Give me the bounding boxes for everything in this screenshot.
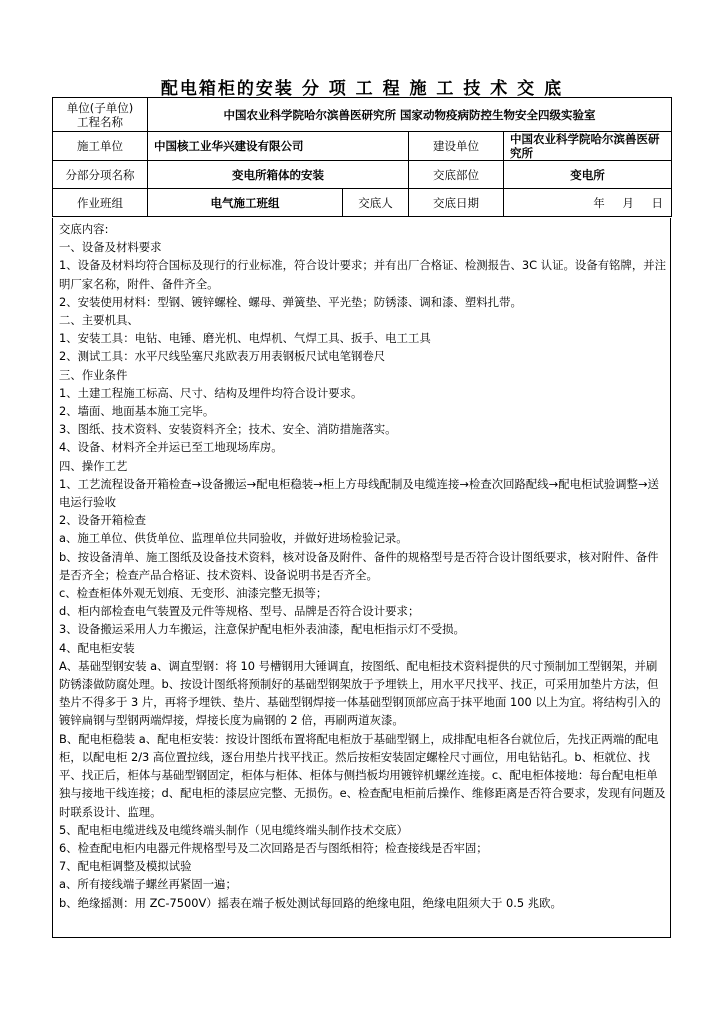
handover-content-box [52, 218, 671, 938]
content-line: a、施工单位、供货单位、监理单位共同验收，并做好进场检验记录。 [59, 531, 408, 546]
content-line: 3、图纸、技术资料、安装资料齐全；技术、安全、消防措施落实。 [59, 422, 397, 437]
content-line: A、基础型钢安装 a、调直型钢：将 10 号槽钢用大锤调直，按图纸、配电柜技术资料提供的尺寸预制加工型钢架，并刷防锈漆做防腐处理。b、按设计图纸将预制好的基础型钢架放于予埋铁上，用水平尺找平、找正，可采用加垫片方法，但垫片不得多于 3 片，再将予埋铁、垫片、基础型钢焊接一体基础型钢顶部应高于抹平地面 100 以上为宜。将结构引入的镀锌扁钢与型钢两端焊接，焊接长度为扁钢的 2 倍，再刷两道灰漆。 [59, 658, 661, 728]
content-line: 1、安装工具：电钻、电锤、磨光机、电焊机、气焊工具、扳手、电工工具 [59, 331, 431, 346]
content-line: 二、主要机具、 [59, 313, 139, 328]
unit-label-line2: 工程名称 [77, 114, 123, 129]
unit-label [53, 98, 148, 132]
build-unit-label: 建设单位 [409, 132, 504, 161]
handover-location-label: 交底部位 [409, 161, 504, 189]
content-line: 7、配电柜调整及模拟试验 [59, 859, 192, 874]
handover-date-value: 年 月 日 [504, 189, 672, 217]
construction-unit-label: 施工单位 [53, 132, 148, 161]
content-line: b、按设备清单、施工图纸及设备技术资料，核对设备及附件、备件的规格型号是否符合设计图纸要求，核对附件、备件是否齐全；检查产品合格证、技术资料、设备说明书是否齐全。 [59, 549, 659, 582]
team-value: 电气施工班组 [148, 189, 343, 217]
content-line: c、检查柜体外观无划痕、无变形、油漆完整无损等； [59, 586, 328, 601]
construction-unit-value: 中国核工业华兴建设有限公司 [148, 132, 409, 161]
content-line: 四、操作工艺 [59, 458, 128, 473]
document-title: 配电箱柜的安装 分 项 工 程 施 工 技 术 交 底 [160, 79, 564, 99]
build-unit-value: 中国农业科学院哈尔滨兽医研究所 [504, 132, 672, 161]
unit-value: 中国农业科学院哈尔滨兽医研究所 国家动物疫病防控生物安全四级实验室 [148, 98, 672, 132]
content-line: 6、检查配电柜内电器元件规格型号及二次回路是否与图纸相符；检查接线是否牢固； [59, 840, 488, 855]
content-line: 2、测试工具：水平尺线坠塞尺兆欧表万用表钢板尺试电笔钢卷尺 [59, 349, 386, 364]
content-line: 三、作业条件 [59, 367, 128, 382]
handover-content [59, 220, 667, 912]
subproject-value: 变电所箱体的安装 [148, 161, 409, 189]
header-table [52, 97, 672, 217]
content-line: 4、设备、材料齐全并运已至工地现场库房。 [59, 440, 283, 455]
subproject-label: 分部分项名称 [53, 161, 148, 189]
content-line: 一、设备及材料要求 [59, 240, 162, 255]
content-line: 交底内容: [59, 222, 109, 236]
team-label: 作业班组 [53, 189, 148, 217]
content-line: 1、土建工程施工标高、尺寸、结构及埋件均符合设计要求。 [59, 385, 363, 400]
content-line: 5、配电柜电缆进线及电缆终端头制作（见电缆终端头制作技术交底） [59, 822, 408, 837]
content-line: 2、墙面、地面基本施工完毕。 [59, 404, 215, 419]
content-line: 2、设备开箱检查 [59, 513, 146, 528]
content-line: a、所有接线端子螺丝再紧固一遍； [59, 877, 237, 892]
unit-label-line1: 单位(子单位) [66, 100, 134, 115]
handover-person-label: 交底人 [343, 189, 409, 217]
content-line: 3、设备搬运采用人力车搬运，注意保护配电柜外表油漆，配电柜指示灯不受损。 [59, 622, 465, 637]
content-line: d、柜内部检查电气装置及元件等规格、型号、品牌是否符合设计要求； [59, 604, 420, 619]
content-line: B、配电柜稳装 a、配电柜安装：按设计图纸布置将配电柜放于基础型钢上，成排配电柜各台就位后，先找正两端的配电柜，以配电柜 2/3 高位置拉线，逐台用垫片找平找正。然后按柜安装固定螺栓尺寸画位，用电钻钻孔。b、柜就位、找平、找正后，柜体与基础型钢固定，柜体与柜体、柜体与侧挡板均用镀锌机螺丝连接。c、配电柜体接地：每台配电柜单独与接地干线连接；d、配电柜的漆层应完整、无损伤。e、检查配电柜前后操作、维修距离是否符合要求，发现有问题及时联系设计、监理。 [59, 731, 666, 819]
content-line: 1、设备及材料均符合国标及现行的行业标准，符合设计要求；并有出厂合格证、检测报告、3C 认证。设备有铭牌，并注明厂家名称，附件、备件齐全。 [59, 258, 666, 291]
handover-date-label: 交底日期 [409, 189, 504, 217]
content-line: 2、安装使用材料：型钢、镀锌螺栓、螺母、弹簧垫、平光垫；防锈漆、调和漆、塑料扎带。 [59, 294, 522, 309]
content-line: 1、工艺流程设备开箱检查→设备搬运→配电柜稳装→柜上方母线配制及电缆连接→检查次回路配线→配电柜试验调整→送电运行验收 [59, 476, 659, 510]
content-line: 4、配电柜安装 [59, 640, 135, 655]
handover-location-value: 变电所 [504, 161, 672, 189]
content-line: b、绝缘摇测：用 ZC-7500V）摇表在端子板处测试每回路的绝缘电阻，绝缘电阻须大于 0.5 兆欧。 [59, 895, 562, 910]
